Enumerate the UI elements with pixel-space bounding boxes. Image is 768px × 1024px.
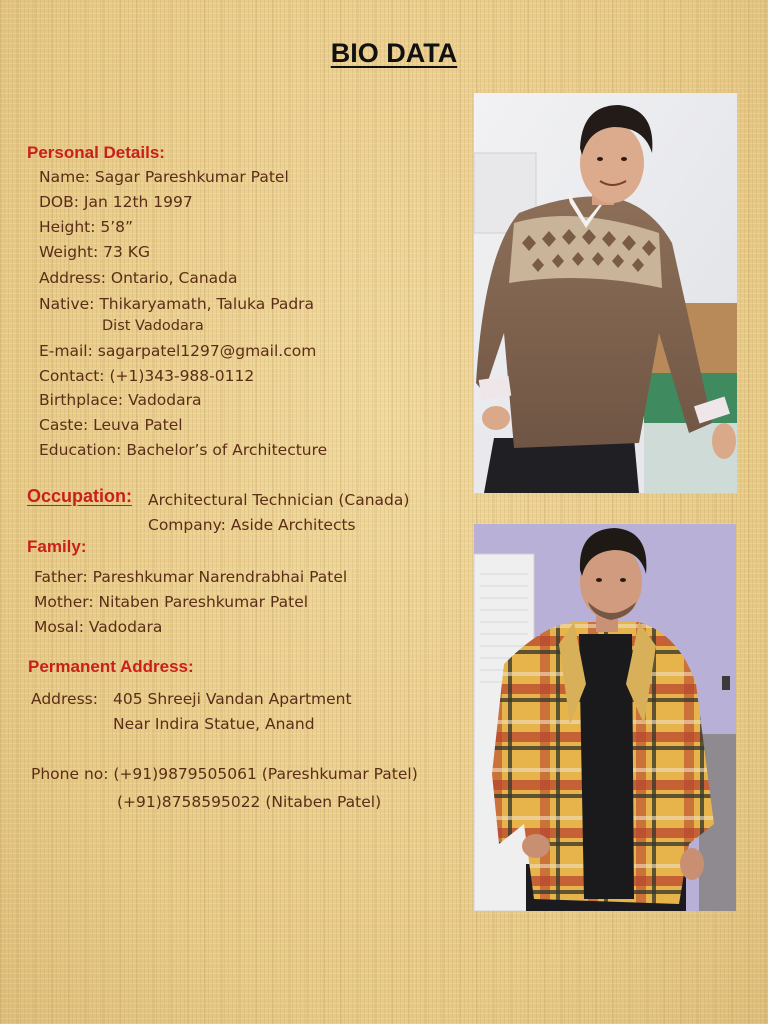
mother-field: Mother: Nitaben Pareshkumar Patel	[34, 593, 309, 611]
occupation-title: Architectural Technician (Canada)	[148, 491, 410, 509]
address-line-2: Near Indira Statue, Anand	[113, 715, 315, 733]
profile-photo-plaid-jacket	[474, 524, 736, 911]
occupation-heading: Occupation:	[27, 486, 133, 506]
birthplace-field: Birthplace: Vadodara	[39, 391, 202, 409]
address-field: Address: Ontario, Canada	[39, 269, 238, 287]
caste-field: Caste: Leuva Patel	[39, 416, 183, 434]
name-field: Name: Sagar Pareshkumar Patel	[39, 168, 289, 186]
native-field: Native: Thikaryamath, Taluka Padra	[39, 295, 315, 313]
address-label: Address:	[31, 690, 98, 708]
phone-line-1: Phone no: (+91)9879505061 (Pareshkumar Patel)	[31, 765, 418, 783]
profile-photo-sweater	[474, 93, 737, 493]
father-field: Father: Pareshkumar Narendrabhai Patel	[34, 568, 348, 586]
contact-field: Contact: (+1)343-988-0112	[39, 367, 255, 385]
email-field: E-mail: sagarpatel1297@gmail.com	[39, 342, 317, 360]
permanent-address-heading: Permanent Address:	[28, 657, 194, 676]
dob-field: DOB: Jan 12th 1997	[39, 193, 193, 211]
weight-field: Weight: 73 KG	[39, 243, 150, 261]
address-line-1: 405 Shreeji Vandan Apartment	[113, 690, 352, 708]
mosal-field: Mosal: Vadodara	[34, 618, 163, 636]
height-field: Height: 5’8”	[39, 218, 134, 236]
page-title: BIO DATA	[330, 38, 458, 68]
occupation-company: Company: Aside Architects	[148, 516, 356, 534]
native-district: Dist Vadodara	[102, 318, 204, 334]
family-heading: Family:	[27, 537, 87, 556]
education-field: Education: Bachelor’s of Architecture	[39, 441, 328, 459]
personal-details-heading: Personal Details:	[27, 143, 165, 162]
phone-line-2: (+91)8758595022 (Nitaben Patel)	[117, 793, 382, 811]
